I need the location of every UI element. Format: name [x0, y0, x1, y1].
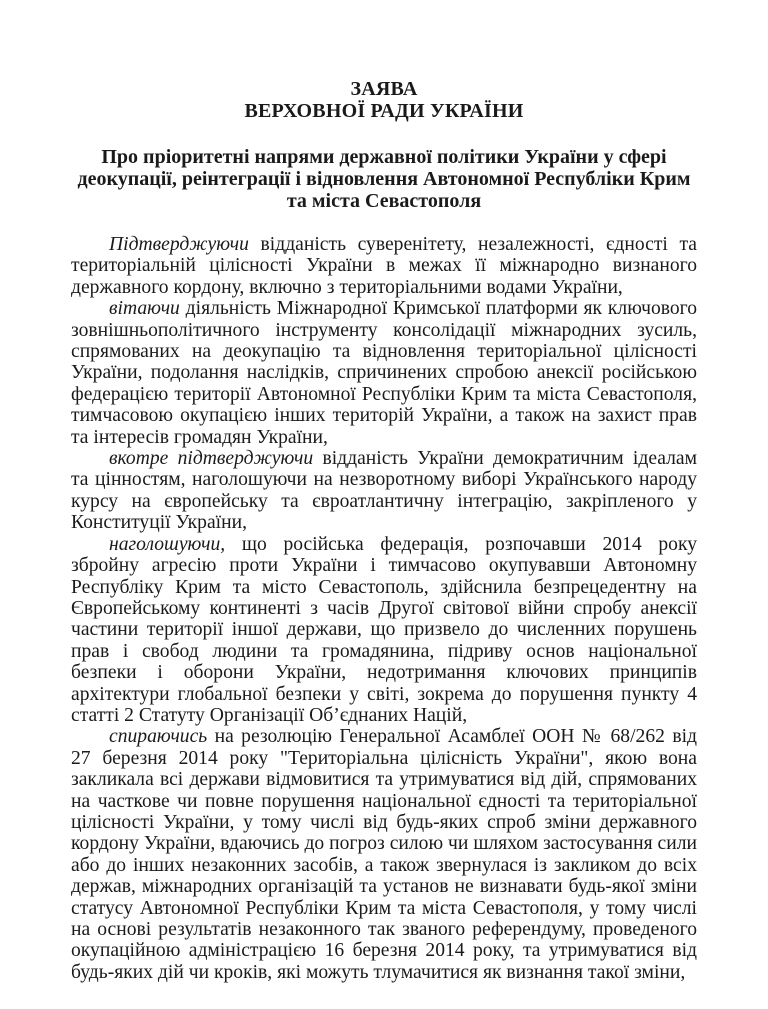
- paragraph-text: діяльність Міжнародної Кримської платформи як ключового зовнішньополітичного інструменту консолідації міжнародних зусиль, спрямованих на деокупацію та відновлення територіальної цілісності України, подолання наслідків, спричинених спробою анексії російською федерацією території Автономної Республіки Крим та міста Севастополя, тимчасовою окупацією інших територій України, а також на захист прав та інтересів громадян України,: [71, 298, 697, 448]
- paragraph: [71, 234, 697, 298]
- document-title-line-2: ВЕРХОВНОЇ РАДИ УКРАЇНИ: [244, 100, 524, 122]
- paragraph-lead-word: спираючись: [109, 726, 208, 748]
- paragraph: [71, 448, 697, 534]
- paragraph-lead-word: наголошуючи,: [109, 533, 226, 555]
- document-title: [0, 0, 768, 122]
- paragraph-lead-word: Підтверджуючи: [109, 234, 249, 255]
- document-subject-line-2: деокупації, реінтеграції і відновлення Автономної Республіки Крим: [77, 168, 691, 190]
- paragraph-text: що російська федерація, розпочавши 2014 року збройну агресію проти України і тимчасово окупувавши Автономну Республіку Крим та місто Севастополь, здійснила безпрецедентну на Європейському континенті з часів Другої світової війни спробу анексії частини території іншої держави, що призвело до численних порушень прав і свобод людини та громадянина, підриву основ національної безпеки і оборони України, недотримання ключових принципів архітектури глобальної безпеки у світі, зокрема до порушення пункту 4 статті 2 Статуту Організації Об’єднаних Націй,: [71, 533, 697, 726]
- paragraph: [71, 726, 697, 983]
- paragraph: [71, 298, 697, 448]
- paragraph-lead-word: вітаючи: [109, 298, 180, 320]
- document-subject-heading: [0, 146, 768, 212]
- paragraph: [71, 534, 697, 727]
- paragraph-text: відданість України демократичним ідеалам та цінностям, наголошуючи на незворотному виборі Українського народу курсу на європейську та євроатлантичну інтеграцію, закріпленого у Конституції України,: [71, 448, 697, 534]
- document-body: [71, 234, 697, 983]
- paragraph-lead-word: вкотре підтверджуючи: [109, 448, 314, 470]
- paragraph-text: відданість суверенітету, незалежності, єдності та територіальній цілісності України в межах її міжнародно визнаного державного кордону, включно з територіальними водами України,: [71, 234, 697, 298]
- document-title-line-1: ЗАЯВА: [350, 78, 418, 100]
- document-subject-line-3: та міста Севастополя: [286, 190, 482, 212]
- paragraph-text: на резолюцію Генеральної Асамблеї ООН № 68/262 від 27 березня 2014 року "Територіальна цілісність України", якою вона закликала всі держави відмовитися та утримуватися від дій, спрямованих на часткове чи повне порушення національної єдності та територіальної цілісності України, у тому числі від будь-яких спроб зміни державного кордону України, вдаючись до погроз силою чи шляхом застосування сили або до інших незаконних засобів, а також звернулася із закликом до всіх держав, міжнародних організацій та установ не визнавати будь-якої зміни статусу Автономної Республіки Крим та міста Севастополя, у тому числі на основі результатів незаконного так званого референдуму, проведеного окупаційною адміністрацією 16 березня 2014 року, та утримуватися від будь-яких дій чи кроків, які можуть тлумачитися як визнання такої зміни,: [71, 726, 697, 983]
- document-subject-line-1: Про пріоритетні напрями державної політики України у сфері: [101, 146, 667, 168]
